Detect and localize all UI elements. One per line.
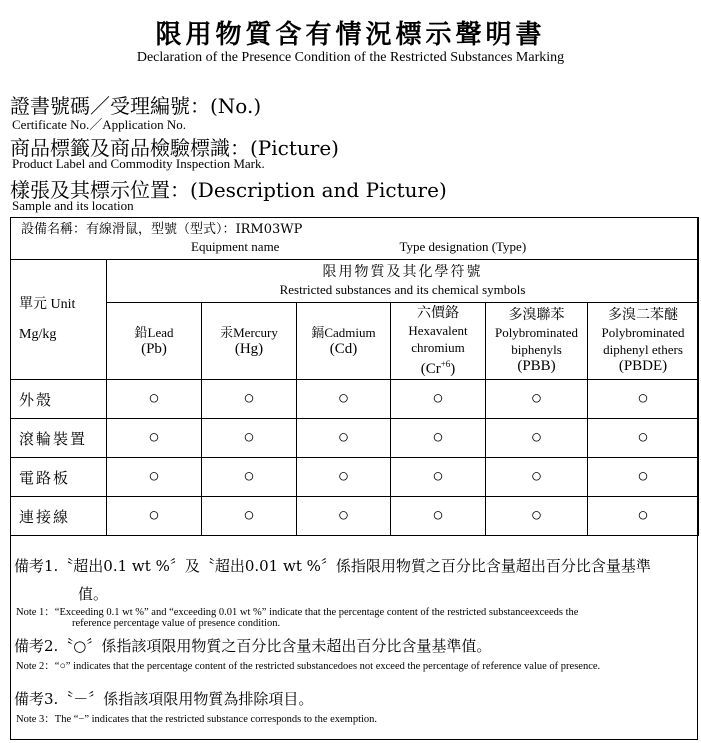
unit-cell bbox=[11, 260, 107, 380]
presence-mark: ○ bbox=[297, 419, 391, 458]
substance-header-pbb bbox=[486, 303, 588, 380]
sample-location-label-en: Sample and its location bbox=[12, 198, 134, 213]
note-1-en: Note 1：“Exceeding 0.1 wt %” and “exceeding 0.01 wt %” indicate that the percentage content of the restricted substanceexceeds the bbox=[16, 607, 579, 618]
table-row bbox=[11, 458, 699, 497]
substance-name: 汞Mercury bbox=[220, 325, 278, 340]
presence-mark: ○ bbox=[486, 380, 588, 419]
presence-mark: ○ bbox=[297, 497, 391, 536]
presence-mark: ○ bbox=[588, 419, 699, 458]
page-title: 限用物質含有情況標示聲明書 bbox=[155, 20, 546, 50]
substances-header-cn: 限用物質及其化學符號 bbox=[322, 264, 483, 280]
presence-mark: ○ bbox=[588, 497, 699, 536]
note-2-cn: 備考2.〝○〞係指該項限用物質之百分比含量未超出百分比含量基準值。 bbox=[14, 637, 492, 655]
substance-name-cn: 多溴聯苯 bbox=[508, 307, 565, 323]
substance-header-hexavalent-chromium bbox=[391, 303, 486, 380]
substance-header-cadmium bbox=[297, 303, 391, 380]
unit-value: Mg/kg bbox=[19, 326, 57, 342]
note-3-en: Note 3：The “−” indicates that the restricted substance corresponds to the exemption. bbox=[16, 714, 378, 725]
presence-mark: ○ bbox=[391, 458, 486, 497]
substance-name-en: Polybrominated bbox=[494, 325, 579, 340]
presence-mark: ○ bbox=[391, 419, 486, 458]
note-1-cn: 備考1.〝超出0.1 wt %〞及〝超出0.01 wt %〞係指限用物質之百分比含量超出百分比含量基準 bbox=[14, 557, 651, 575]
substance-symbol: (Pb) bbox=[141, 341, 167, 357]
substance-symbol-cr: $(Cr^{+6})$ bbox=[420, 358, 456, 377]
substance-name-en: Polybrominated bbox=[601, 325, 685, 340]
substance-header-pbde bbox=[588, 303, 699, 380]
unit-label: 單元 Unit bbox=[19, 296, 76, 312]
substance-name: 鉛Lead bbox=[134, 325, 174, 340]
presence-mark: ○ bbox=[486, 458, 588, 497]
note-2-en: Note 2：“○” indicates that the percentage content of the restricted substancedoes not exceed the percentage of reference value of presence. bbox=[16, 661, 601, 672]
presence-mark: ○ bbox=[297, 458, 391, 497]
substance-symbol: (PBB) bbox=[517, 358, 556, 374]
presence-mark: ○ bbox=[391, 380, 486, 419]
substance-name: 鎘Cadmium bbox=[311, 325, 376, 340]
presence-mark: ○ bbox=[107, 380, 202, 419]
table-row bbox=[11, 380, 699, 419]
substance-name-en: biphenyls bbox=[511, 342, 562, 357]
type-designation-en: Type designation (Type) bbox=[399, 239, 527, 254]
product-label-label-en: Product Label and Commodity Inspection Mark. bbox=[12, 156, 265, 171]
part-label: 連接線 bbox=[11, 497, 107, 536]
sample-location-label: 樣張及其標示位置：(Description and Picture) bbox=[10, 178, 447, 202]
presence-mark: ○ bbox=[202, 419, 297, 458]
part-label: 外殼 bbox=[11, 380, 107, 419]
substances-header-cell bbox=[107, 260, 699, 303]
note-3-cn: 備考3.〝－〞係指該項限用物質為排除項目。 bbox=[14, 690, 314, 708]
note-1-cn-cont: 值。 bbox=[78, 585, 109, 603]
substance-header-lead bbox=[107, 303, 202, 380]
substance-name-en: Hexavalent bbox=[408, 322, 468, 338]
part-label: 滾輪裝置 bbox=[11, 419, 107, 458]
substance-name-en: chromium bbox=[411, 339, 465, 355]
table-row bbox=[11, 497, 699, 536]
table-row bbox=[11, 419, 699, 458]
presence-mark: ○ bbox=[486, 497, 588, 536]
presence-mark: ○ bbox=[297, 380, 391, 419]
note-1-en-cont: reference percentage value of presence condition. bbox=[72, 618, 281, 629]
presence-mark: ○ bbox=[486, 419, 588, 458]
substance-header-mercury bbox=[202, 303, 297, 380]
presence-mark: ○ bbox=[202, 497, 297, 536]
substance-name-cn: 多溴二苯醚 bbox=[608, 307, 678, 323]
presence-mark: ○ bbox=[107, 458, 202, 497]
substances-header-en: Restricted substances and its chemical symbols bbox=[279, 282, 526, 297]
certificate-no-label-en: Certificate No.／Application No. bbox=[12, 117, 187, 132]
presence-mark: ○ bbox=[107, 419, 202, 458]
substance-symbol: (PBDE) bbox=[618, 358, 668, 374]
equipment-name-en: Equipment name bbox=[191, 239, 280, 254]
substance-symbol: (Hg) bbox=[234, 341, 264, 357]
presence-mark: ○ bbox=[391, 497, 486, 536]
substance-symbol: (Cd) bbox=[329, 341, 358, 357]
presence-mark: ○ bbox=[202, 380, 297, 419]
presence-mark: ○ bbox=[107, 497, 202, 536]
certificate-no-label: 證書號碼／受理編號：(No.) bbox=[10, 94, 262, 118]
part-label: 電路板 bbox=[11, 458, 107, 497]
presence-mark: ○ bbox=[588, 380, 699, 419]
presence-mark: ○ bbox=[588, 458, 699, 497]
substance-name-cn: 六價鉻 bbox=[417, 304, 459, 321]
product-label-label: 商品標籤及商品檢驗標識：(Picture) bbox=[10, 136, 339, 160]
substance-table bbox=[10, 217, 699, 536]
substance-name-en: diphenyl ethers bbox=[603, 342, 683, 357]
equipment-cell bbox=[11, 218, 699, 260]
page-subtitle: Declaration of the Presence Condition of the Restricted Substances Marking bbox=[136, 50, 565, 65]
equipment-name-text: 設備名稱：有線滑鼠，型號（型式）：IRM03WP bbox=[21, 222, 303, 237]
presence-mark: ○ bbox=[202, 458, 297, 497]
